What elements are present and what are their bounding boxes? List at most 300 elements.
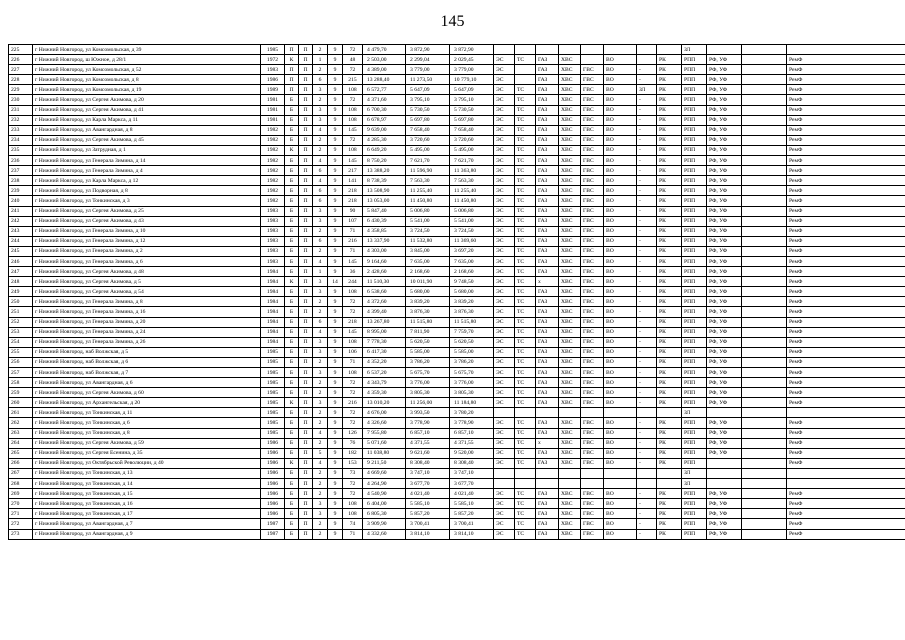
table-cell: РемФ bbox=[787, 529, 905, 539]
table-cell: - bbox=[637, 388, 657, 398]
table-cell: 1984 bbox=[261, 307, 285, 317]
table-cell: 7 563,30 bbox=[450, 176, 494, 186]
table-cell bbox=[637, 55, 657, 65]
table-cell: ТС bbox=[515, 115, 536, 125]
table-cell: 3 677,70 bbox=[450, 479, 494, 489]
table-cell: 7 658,40 bbox=[450, 125, 494, 135]
table-cell: 11 255,40 bbox=[406, 186, 450, 196]
table-cell: Б bbox=[285, 256, 299, 266]
table-cell: П bbox=[299, 327, 313, 337]
table-cell: ХВС bbox=[559, 55, 581, 65]
table-cell: г Нижний Новгород, ул Комсомольская, д 19 bbox=[33, 85, 261, 95]
table-cell: г Нижний Новгород, ш Южное, д 28/1 bbox=[33, 55, 261, 65]
table-row bbox=[9, 418, 905, 428]
table-cell: ХВС bbox=[559, 216, 581, 226]
table-cell bbox=[707, 458, 742, 468]
table-cell: 107 bbox=[343, 216, 363, 226]
table-cell: - bbox=[637, 458, 657, 468]
table-cell: - bbox=[637, 216, 657, 226]
table-cell: ВО bbox=[604, 388, 637, 398]
table-cell: 256 bbox=[9, 357, 33, 367]
table-cell: ГАЗ bbox=[536, 327, 559, 337]
table-cell: ВО bbox=[604, 256, 637, 266]
table-cell: К bbox=[285, 398, 299, 408]
table-cell bbox=[742, 408, 787, 418]
table-cell: 6 417,30 bbox=[363, 347, 406, 357]
table-cell: Б bbox=[285, 418, 299, 428]
table-cell: П bbox=[285, 65, 299, 75]
table-cell bbox=[742, 176, 787, 186]
table-cell: 9 bbox=[328, 357, 343, 367]
table-cell: ГАЗ bbox=[536, 428, 559, 438]
table-cell: Б bbox=[285, 479, 299, 489]
table-cell: 269 bbox=[9, 489, 33, 499]
table-cell: ВО bbox=[604, 135, 637, 145]
table-cell: ТС bbox=[515, 418, 536, 428]
table-cell: 2 bbox=[313, 297, 328, 307]
table-cell: ГАЗ bbox=[536, 357, 559, 367]
table-cell: ХВС bbox=[559, 145, 581, 155]
table-cell: 2 bbox=[313, 519, 328, 529]
table-cell: - bbox=[637, 428, 657, 438]
table-cell: 4 343,79 bbox=[363, 378, 406, 388]
table-cell: 3 bbox=[313, 347, 328, 357]
table-cell: РемФ bbox=[787, 186, 905, 196]
table-cell: 9 bbox=[328, 115, 343, 125]
table-row bbox=[9, 327, 905, 337]
table-cell: 261 bbox=[9, 408, 33, 418]
table-cell: РемФ bbox=[787, 145, 905, 155]
table-cell: ВО bbox=[604, 337, 637, 347]
table-cell bbox=[742, 529, 787, 539]
table-cell: ГВС bbox=[581, 368, 604, 378]
table-cell: 3 839,20 bbox=[450, 297, 494, 307]
table-cell: П bbox=[299, 75, 313, 85]
table-cell: РемФ bbox=[787, 115, 905, 125]
table-cell: - bbox=[637, 287, 657, 297]
table-cell: 6 805,30 bbox=[363, 509, 406, 519]
table-cell: П bbox=[299, 438, 313, 448]
table-cell: РПП bbox=[682, 458, 707, 468]
table-cell: РФ, УФ bbox=[707, 357, 742, 367]
table-cell: 243 bbox=[9, 226, 33, 236]
table-cell: ВО bbox=[604, 85, 637, 95]
table-cell: РемФ bbox=[787, 196, 905, 206]
table-cell: ХВС bbox=[559, 509, 581, 519]
table-cell: 1986 bbox=[261, 509, 285, 519]
table-cell: Б bbox=[285, 468, 299, 478]
table-cell: ГАЗ bbox=[536, 509, 559, 519]
table-cell: ГВС bbox=[581, 428, 604, 438]
table-cell: 5 697,80 bbox=[450, 115, 494, 125]
table-cell: РПП bbox=[682, 287, 707, 297]
table-cell: 6 bbox=[313, 75, 328, 85]
table-cell: 3 bbox=[313, 509, 328, 519]
table-cell: ХВС bbox=[559, 307, 581, 317]
table-cell: ГВС bbox=[581, 388, 604, 398]
table-cell: РФ, УФ bbox=[707, 236, 742, 246]
table-cell: 1984 bbox=[261, 337, 285, 347]
table-cell: 1972 bbox=[261, 55, 285, 65]
table-cell: 258 bbox=[9, 378, 33, 388]
table-cell: 240 bbox=[9, 196, 33, 206]
table-cell: 3 bbox=[313, 499, 328, 509]
table-cell: 1985 bbox=[261, 428, 285, 438]
table-cell: П bbox=[299, 105, 313, 115]
table-cell: 6 538,60 bbox=[363, 287, 406, 297]
table-row bbox=[9, 236, 905, 246]
table-cell: 9 bbox=[328, 388, 343, 398]
table-cell: ВО bbox=[604, 55, 637, 65]
table-cell: 270 bbox=[9, 499, 33, 509]
table-cell bbox=[742, 145, 787, 155]
table-cell: РПП bbox=[682, 166, 707, 176]
table-cell: г Нижний Новгород, ул Генерала Зимина, д 16 bbox=[33, 307, 261, 317]
table-cell: 8 738,39 bbox=[363, 176, 406, 186]
table-cell: ХВС bbox=[559, 519, 581, 529]
table-cell: РФ, УФ bbox=[707, 287, 742, 297]
table-cell: ВО bbox=[604, 75, 637, 85]
table-cell bbox=[742, 65, 787, 75]
table-cell: ГАЗ bbox=[536, 196, 559, 206]
table-cell: ХВС bbox=[559, 166, 581, 176]
table-cell bbox=[515, 45, 536, 55]
table-cell: 1984 bbox=[261, 297, 285, 307]
table-row bbox=[9, 357, 905, 367]
table-cell: 11 450,80 bbox=[406, 196, 450, 206]
table-cell: ГВС bbox=[581, 287, 604, 297]
table-cell: ГВС bbox=[581, 378, 604, 388]
table-cell: 145 bbox=[343, 125, 363, 135]
table-cell: РПП bbox=[682, 125, 707, 135]
table-cell: ВО bbox=[604, 236, 637, 246]
table-cell: 3 724,50 bbox=[450, 226, 494, 236]
table-cell: - bbox=[637, 166, 657, 176]
table-cell: 7 635,00 bbox=[406, 256, 450, 266]
table-cell: Б bbox=[285, 156, 299, 166]
table-cell: РемФ bbox=[787, 105, 905, 115]
table-cell: 2 bbox=[313, 45, 328, 55]
table-cell: П bbox=[299, 145, 313, 155]
table-cell: 9 bbox=[328, 45, 343, 55]
table-cell: РФ, УФ bbox=[707, 398, 742, 408]
table-cell bbox=[559, 479, 581, 489]
table-cell: 6 857,10 bbox=[450, 428, 494, 438]
table-cell: 9 bbox=[328, 125, 343, 135]
table-cell: ТС bbox=[515, 388, 536, 398]
table-cell: РФ, УФ bbox=[707, 65, 742, 75]
table-cell bbox=[742, 468, 787, 478]
table-cell: ХВС bbox=[559, 156, 581, 166]
table-cell: РемФ bbox=[787, 378, 905, 388]
table-cell: 6 bbox=[313, 317, 328, 327]
table-cell: П bbox=[299, 65, 313, 75]
table-cell: 72 bbox=[343, 378, 363, 388]
table-cell: ЭС bbox=[494, 388, 515, 398]
table-cell: РемФ bbox=[787, 246, 905, 256]
table-cell: ХВС bbox=[559, 357, 581, 367]
table-cell: 252 bbox=[9, 317, 33, 327]
table-cell: 230 bbox=[9, 95, 33, 105]
table-cell: ТС bbox=[515, 317, 536, 327]
table-cell: 71 bbox=[343, 246, 363, 256]
table-cell: 9 bbox=[328, 468, 343, 478]
table-cell: П bbox=[299, 267, 313, 277]
table-cell: РемФ bbox=[787, 95, 905, 105]
table-cell: 3 bbox=[313, 398, 328, 408]
table-cell: 6 857,10 bbox=[406, 428, 450, 438]
table-row bbox=[9, 65, 905, 75]
table-cell: г Нижний Новгород, ул Генерала Зимина, д 6 bbox=[33, 256, 261, 266]
table-cell: 182 bbox=[343, 448, 363, 458]
table-cell: 9 bbox=[328, 287, 343, 297]
table-row bbox=[9, 287, 905, 297]
table-cell: РемФ bbox=[787, 499, 905, 509]
table-cell: РК bbox=[657, 105, 682, 115]
table-cell: - bbox=[637, 115, 657, 125]
table-cell: 5 585,00 bbox=[406, 347, 450, 357]
table-cell bbox=[559, 468, 581, 478]
table-cell: 5 680,00 bbox=[406, 287, 450, 297]
table-cell: РФ, УФ bbox=[707, 317, 742, 327]
table-cell bbox=[742, 388, 787, 398]
table-cell: РК bbox=[657, 186, 682, 196]
table-cell: 3 bbox=[313, 115, 328, 125]
table-row bbox=[9, 509, 905, 519]
table-cell: 3 795,10 bbox=[406, 95, 450, 105]
table-cell: ТС bbox=[515, 55, 536, 65]
table-cell: 1986 bbox=[261, 448, 285, 458]
table-cell: Б bbox=[285, 95, 299, 105]
table-body bbox=[9, 45, 905, 540]
table-cell: ЭС bbox=[494, 337, 515, 347]
table-cell: ХВС bbox=[559, 418, 581, 428]
table-cell: 14 bbox=[328, 277, 343, 287]
table-cell: ГАЗ bbox=[536, 388, 559, 398]
table-cell: РемФ bbox=[787, 357, 905, 367]
table-row bbox=[9, 458, 905, 468]
table-cell: 9 bbox=[328, 256, 343, 266]
table-cell bbox=[657, 45, 682, 55]
table-cell: 245 bbox=[9, 246, 33, 256]
table-cell: РПП bbox=[682, 519, 707, 529]
table-cell: РПП bbox=[682, 145, 707, 155]
table-cell: г Нижний Новгород, ул Авангардная, д 6 bbox=[33, 378, 261, 388]
table-cell: РК bbox=[657, 256, 682, 266]
table-cell: ЗЛ bbox=[637, 85, 657, 95]
table-cell: г Нижний Новгород, ул Комсомольская, д 39 bbox=[33, 45, 261, 55]
table-cell: К bbox=[285, 55, 299, 65]
table-cell bbox=[536, 408, 559, 418]
table-cell: К bbox=[285, 458, 299, 468]
table-cell: ВО bbox=[604, 105, 637, 115]
table-cell: 145 bbox=[343, 256, 363, 266]
table-cell: ЭС bbox=[494, 368, 515, 378]
table-cell: г Нижний Новгород, наб Волжская, д 7 bbox=[33, 368, 261, 378]
table-cell: ТС bbox=[515, 357, 536, 367]
table-cell: РФ, УФ bbox=[707, 509, 742, 519]
table-cell: ГАЗ bbox=[536, 145, 559, 155]
table-cell: РемФ bbox=[787, 307, 905, 317]
table-cell: 48 bbox=[343, 55, 363, 65]
table-cell: г Нижний Новгород, ул Архангельская, д 20 bbox=[33, 398, 261, 408]
table-cell: 5 647,09 bbox=[406, 85, 450, 95]
table-cell: ГВС bbox=[581, 347, 604, 357]
table-cell: ВО bbox=[604, 519, 637, 529]
table-cell: РК bbox=[657, 297, 682, 307]
table-cell: ГАЗ bbox=[536, 206, 559, 216]
table-cell: ЭС bbox=[494, 489, 515, 499]
table-cell: 10 779,10 bbox=[450, 75, 494, 85]
table-cell: РПП bbox=[682, 267, 707, 277]
table-cell: ВО bbox=[604, 277, 637, 287]
table-cell: П bbox=[299, 347, 313, 357]
table-cell: ЭС bbox=[494, 186, 515, 196]
table-cell: 2 168,60 bbox=[406, 267, 450, 277]
table-cell: 241 bbox=[9, 206, 33, 216]
table-cell: г Нижний Новгород, ул Сергея Есенина, д 35 bbox=[33, 448, 261, 458]
table-cell: ХВС bbox=[559, 236, 581, 246]
table-cell: РК bbox=[657, 307, 682, 317]
table-cell: ВО bbox=[604, 216, 637, 226]
table-cell: 108 bbox=[343, 105, 363, 115]
table-cell: 238 bbox=[9, 176, 33, 186]
table-cell: 72 bbox=[343, 408, 363, 418]
table-cell: ЭС bbox=[494, 529, 515, 539]
table-cell: г Нижний Новгород, ул Тонкинская, д 11 bbox=[33, 408, 261, 418]
table-cell: 11 515,80 bbox=[450, 317, 494, 327]
table-cell: РПП bbox=[682, 347, 707, 357]
table-cell: ТС bbox=[515, 307, 536, 317]
table-cell: 145 bbox=[343, 156, 363, 166]
table-cell: ХВС bbox=[559, 448, 581, 458]
table-cell: РемФ bbox=[787, 85, 905, 95]
table-cell: 13 010,20 bbox=[363, 398, 406, 408]
table-cell: - bbox=[637, 267, 657, 277]
table-cell: - bbox=[637, 186, 657, 196]
table-cell: ВО bbox=[604, 529, 637, 539]
table-cell: ГВС bbox=[581, 307, 604, 317]
table-cell: г Нижний Новгород, ул Карла Маркса, д 11 bbox=[33, 115, 261, 125]
table-cell: ГВС bbox=[581, 499, 604, 509]
table-cell: 4 389,00 bbox=[363, 65, 406, 75]
table-cell: РК bbox=[657, 125, 682, 135]
table-cell: ГВС bbox=[581, 297, 604, 307]
table-row bbox=[9, 135, 905, 145]
table-cell: ЭС bbox=[494, 297, 515, 307]
table-cell: ХВС bbox=[559, 398, 581, 408]
table-cell: ХВС bbox=[559, 438, 581, 448]
table-cell: П bbox=[299, 206, 313, 216]
table-cell: ГВС bbox=[581, 75, 604, 85]
table-cell: 126 bbox=[343, 428, 363, 438]
table-cell: 9 bbox=[328, 438, 343, 448]
table-cell: ЭС bbox=[494, 256, 515, 266]
table-cell: 4 359,30 bbox=[363, 388, 406, 398]
table-cell bbox=[604, 479, 637, 489]
table-cell: РемФ bbox=[787, 418, 905, 428]
table-cell bbox=[742, 307, 787, 317]
table-cell: П bbox=[299, 297, 313, 307]
table-cell: РК bbox=[657, 529, 682, 539]
table-cell: П bbox=[299, 428, 313, 438]
table-cell: РК bbox=[657, 347, 682, 357]
table-cell: 145 bbox=[343, 327, 363, 337]
table-cell: г Нижний Новгород, ул Сергея Акимова, д 60 bbox=[33, 388, 261, 398]
table-cell: Б bbox=[285, 378, 299, 388]
table-cell: ТС bbox=[515, 105, 536, 115]
table-cell: ГАЗ bbox=[536, 156, 559, 166]
table-cell: 73 bbox=[343, 468, 363, 478]
table-cell: ЭС bbox=[494, 135, 515, 145]
table-cell: 216 bbox=[343, 398, 363, 408]
table-row bbox=[9, 337, 905, 347]
table-cell: П bbox=[299, 196, 313, 206]
table-row bbox=[9, 196, 905, 206]
table-cell: ГВС bbox=[581, 145, 604, 155]
table-row bbox=[9, 468, 905, 478]
table-cell: г Нижний Новгород, ул Генерала Зимина, д 14 bbox=[33, 156, 261, 166]
table-cell: г Нижний Новгород, ул Генерала Зимина, д 2 bbox=[33, 246, 261, 256]
table-cell: Б bbox=[285, 317, 299, 327]
table-cell: 3 872,90 bbox=[406, 45, 450, 55]
table-cell: 9 bbox=[328, 156, 343, 166]
table-cell: 5 647,09 bbox=[450, 85, 494, 95]
table-cell: ВО bbox=[604, 357, 637, 367]
table-cell: 1983 bbox=[261, 236, 285, 246]
table-row bbox=[9, 388, 905, 398]
table-row bbox=[9, 347, 905, 357]
table-cell: 247 bbox=[9, 267, 33, 277]
table-row bbox=[9, 428, 905, 438]
table-cell: РК bbox=[657, 135, 682, 145]
table-cell: ХВС bbox=[559, 287, 581, 297]
table-cell: РФ, УФ bbox=[707, 105, 742, 115]
table-cell: г Нижний Новгород, ул Генерала Зимина, д 20 bbox=[33, 317, 261, 327]
table-cell: - bbox=[637, 246, 657, 256]
table-cell bbox=[515, 75, 536, 85]
table-cell: РФ, УФ bbox=[707, 489, 742, 499]
table-cell: ЗЛ bbox=[682, 468, 707, 478]
table-cell: Б bbox=[285, 499, 299, 509]
table-cell: ХВС bbox=[559, 499, 581, 509]
table-cell: ВО bbox=[604, 125, 637, 135]
table-cell: ВО bbox=[604, 287, 637, 297]
table-cell: Б bbox=[285, 428, 299, 438]
table-cell: 9 bbox=[328, 408, 343, 418]
table-cell: - bbox=[637, 499, 657, 509]
table-cell: ХВС bbox=[559, 277, 581, 287]
table-cell: РПП bbox=[682, 156, 707, 166]
table-cell: ГАЗ bbox=[536, 267, 559, 277]
table-cell: 5 680,00 bbox=[450, 287, 494, 297]
table-cell: РПП bbox=[682, 297, 707, 307]
table-cell: г Нижний Новгород, ул Октябрьской Революции, д 40 bbox=[33, 458, 261, 468]
table-cell: П bbox=[299, 468, 313, 478]
table-row bbox=[9, 519, 905, 529]
table-cell: 5 585,10 bbox=[406, 499, 450, 509]
table-cell: П bbox=[299, 519, 313, 529]
table-cell: 1986 bbox=[261, 499, 285, 509]
table-cell: 1981 bbox=[261, 105, 285, 115]
table-cell: РФ, УФ bbox=[707, 95, 742, 105]
table-cell: ГВС bbox=[581, 206, 604, 216]
table-cell: РК bbox=[657, 166, 682, 176]
table-cell: 106 bbox=[343, 347, 363, 357]
table-cell bbox=[742, 357, 787, 367]
table-cell: х bbox=[536, 277, 559, 287]
table-cell bbox=[742, 226, 787, 236]
